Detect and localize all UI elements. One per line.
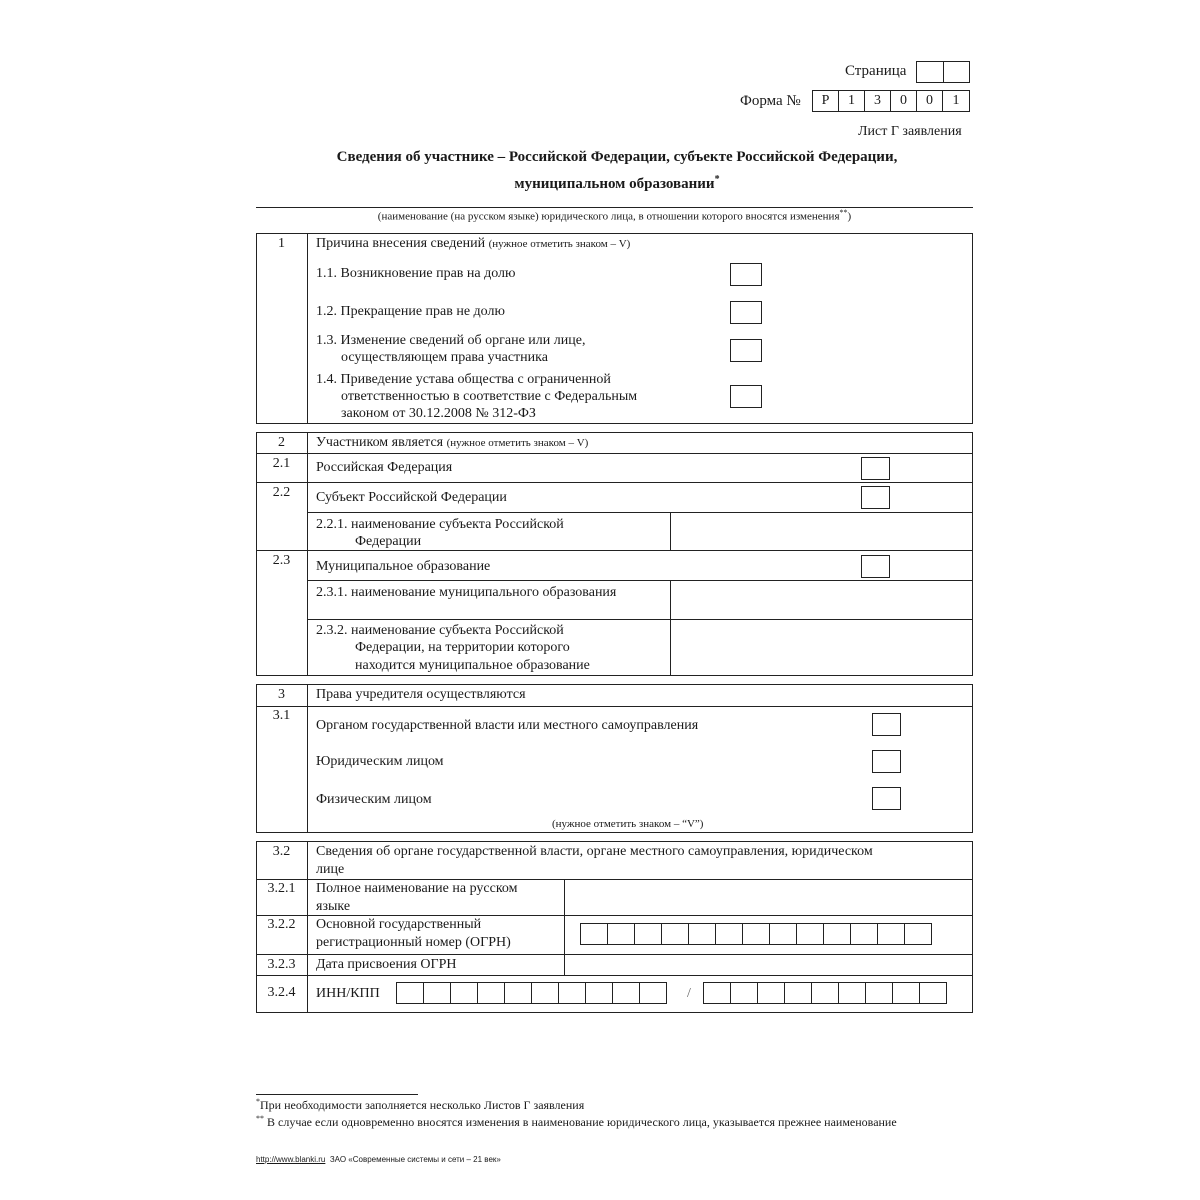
- reason-1-1-checkbox[interactable]: [730, 263, 762, 286]
- page-label: Страница: [845, 63, 907, 79]
- kpp-cell[interactable]: [730, 982, 758, 1004]
- form-number-cell: 1: [942, 90, 970, 112]
- reason-1-3-checkbox[interactable]: [730, 339, 762, 362]
- ogrn-cell[interactable]: [688, 923, 716, 945]
- option-authority-checkbox[interactable]: [872, 713, 901, 736]
- section-1-title-text: Причина внесения сведений: [316, 236, 486, 251]
- row-3-2-4-number: 3.2.4: [267, 985, 296, 1000]
- footer-company: ЗАО «Современные системы и сети – 21 век»: [329, 1155, 501, 1164]
- row-3-2-1-number: 3.2.1: [267, 881, 296, 896]
- form-number-cell: 1: [838, 90, 865, 112]
- reason-1-3-label-a: 1.3. Изменение сведений об органе или лице,: [316, 333, 586, 348]
- inn-cell[interactable]: [450, 982, 478, 1004]
- ogrn-cell[interactable]: [850, 923, 878, 945]
- kpp-input-cells[interactable]: [703, 982, 946, 1004]
- kpp-cell[interactable]: [784, 982, 812, 1004]
- row-2-1-checkbox[interactable]: [861, 457, 890, 480]
- option-legal-entity-label: Юридическим лицом: [316, 754, 444, 769]
- section-3-note: (нужное отметить знаком – “V”): [552, 818, 704, 830]
- page-title: [0, 147, 1200, 168]
- row-3-2-2-number: 3.2.2: [267, 917, 296, 932]
- ogrn-cell[interactable]: [607, 923, 635, 945]
- kpp-cell[interactable]: [757, 982, 785, 1004]
- section-2-hline: [256, 482, 973, 483]
- reason-1-2-checkbox[interactable]: [730, 301, 762, 324]
- reason-1-4-label-b: ответственностью в соответствие с Федеральным: [341, 389, 638, 404]
- kpp-cell[interactable]: [865, 982, 893, 1004]
- footnote-separator: [256, 1094, 418, 1095]
- row-3-2-2-label-b: регистрационный номер (ОГРН): [316, 935, 511, 950]
- section-3-hline: [256, 706, 973, 707]
- row-2-1-label: Российская Федерация: [316, 460, 453, 475]
- footnote-2-text: В случае если одновременно вносятся изменения в наименование юридического лица, указывается прежнее наименование: [267, 1115, 897, 1129]
- row-2-3-2-label-b: Федерации, на территории которого: [355, 640, 570, 655]
- reason-1-4-checkbox[interactable]: [730, 385, 762, 408]
- option-authority-label: Органом государственной власти или местного самоуправления: [316, 718, 699, 733]
- section-3-title: Права учредителя осуществляются: [316, 687, 526, 702]
- section-3-2-hline: [256, 915, 973, 916]
- section-1-title: [316, 236, 630, 252]
- caption-text: (наименование (на русском языке) юридического лица, в отношении которого вносятся изменения: [377, 210, 840, 223]
- ogrn-date-field[interactable]: [565, 955, 972, 975]
- row-3-2-3-label: Дата присвоения ОГРН: [316, 957, 457, 972]
- section-2-title-note: (нужное отметить знаком – V): [446, 437, 589, 449]
- section-2-hline: [256, 453, 973, 454]
- inn-cell[interactable]: [612, 982, 640, 1004]
- ogrn-cell[interactable]: [580, 923, 608, 945]
- section-2-number: 2: [278, 435, 285, 450]
- row-3-2-3-number: 3.2.3: [267, 957, 296, 972]
- section-3-2-divider: [307, 841, 308, 1013]
- row-3-2-1-label-a: Полное наименование на русском: [316, 881, 518, 896]
- kpp-cell[interactable]: [811, 982, 839, 1004]
- section-2-title-text: Участником является: [316, 435, 444, 450]
- ogrn-cell[interactable]: [661, 923, 689, 945]
- footer-link[interactable]: http://www.blanki.ru: [256, 1155, 326, 1164]
- kpp-cell[interactable]: [892, 982, 920, 1004]
- footnote-1: [256, 1097, 584, 1113]
- title-line-2: муниципальном образовании: [514, 176, 715, 192]
- kpp-cell[interactable]: [838, 982, 866, 1004]
- footnote-1-mark: *: [256, 1097, 260, 1106]
- ogrn-cell[interactable]: [769, 923, 797, 945]
- ogrn-cell[interactable]: [634, 923, 662, 945]
- row-3-2-title-a: Сведения об органе государственной власти, органе местного самоуправления, юридическом: [316, 844, 873, 859]
- caption-footnote-mark: **: [839, 208, 848, 217]
- footnote-1-text: При необходимости заполняется несколько Листов Г заявления: [260, 1098, 585, 1112]
- kpp-cell[interactable]: [919, 982, 947, 1004]
- reason-1-1-label: 1.1. Возникновение прав на долю: [316, 266, 516, 281]
- row-3-2-4-label: ИНН/КПП: [316, 986, 380, 1001]
- row-3-2-number: 3.2: [272, 844, 291, 859]
- ogrn-cell[interactable]: [823, 923, 851, 945]
- ogrn-cell[interactable]: [796, 923, 824, 945]
- inn-cell[interactable]: [639, 982, 667, 1004]
- ogrn-cell[interactable]: [904, 923, 932, 945]
- caption-close: ): [847, 210, 852, 223]
- row-2-3-1-label: 2.3.1. наименование муниципального образования: [316, 585, 617, 600]
- section-2-hline: [256, 550, 973, 551]
- row-2-2-1-label-a: 2.2.1. наименование субъекта Российской: [316, 517, 564, 532]
- row-2-3-2-label-a: 2.3.2. наименование субъекта Российской: [316, 623, 564, 638]
- row-3-2-1-label-b: языке: [316, 899, 351, 914]
- section-1-number: 1: [278, 236, 285, 251]
- footnote-2-mark: **: [256, 1114, 264, 1123]
- title-line-1: Сведения об участнике – Российской Федерации, субъекте Российской Федерации,: [336, 149, 898, 165]
- option-individual-checkbox[interactable]: [872, 787, 901, 810]
- row-2-2-number: 2.2: [272, 485, 291, 500]
- reason-1-4-label-a: 1.4. Приведение устава общества с ограниченной: [316, 372, 611, 387]
- reason-1-2-label: 1.2. Прекращение прав не долю: [316, 304, 505, 319]
- row-2-3-checkbox[interactable]: [861, 555, 890, 578]
- reason-1-4-label-c: законом от 30.12.2008 № 312-ФЗ: [341, 406, 536, 421]
- section-1-divider: [307, 233, 308, 424]
- inn-kpp-separator: /: [687, 986, 691, 1001]
- sheet-label: Лист Г заявления: [858, 124, 962, 139]
- subject-name-field[interactable]: [671, 513, 972, 550]
- section-2-divider: [307, 432, 308, 676]
- full-name-field[interactable]: [565, 880, 972, 915]
- inn-cell[interactable]: [504, 982, 532, 1004]
- row-3-1-number: 3.1: [272, 708, 291, 723]
- option-individual-label: Физическим лицом: [316, 792, 432, 807]
- inn-cell[interactable]: [423, 982, 451, 1004]
- inn-cell[interactable]: [558, 982, 586, 1004]
- page-number-cell-1[interactable]: [916, 61, 944, 83]
- row-2-3-number: 2.3: [272, 553, 291, 568]
- title-footnote-mark: *: [714, 174, 720, 185]
- kpp-cell[interactable]: [703, 982, 731, 1004]
- form-label: Форма №: [740, 93, 801, 109]
- row-3-2-title-b: лице: [316, 862, 345, 877]
- footnote-2: [256, 1114, 897, 1130]
- reason-1-3-label-b: осуществляющем права участника: [341, 350, 548, 365]
- ogrn-cell[interactable]: [715, 923, 743, 945]
- row-2-3-label: Муниципальное образование: [316, 559, 491, 574]
- form-number-cell: Р: [812, 90, 839, 112]
- section-1-title-note: (нужное отметить знаком – V): [488, 238, 631, 250]
- form-number-cell: 0: [890, 90, 917, 112]
- section-3-number: 3: [278, 687, 285, 702]
- form-number-cell: 3: [864, 90, 891, 112]
- row-2-2-checkbox[interactable]: [861, 486, 890, 509]
- form-number-cell: 0: [916, 90, 943, 112]
- legal-entity-caption: [256, 208, 973, 223]
- inn-input-cells[interactable]: [396, 982, 666, 1004]
- inn-cell[interactable]: [477, 982, 505, 1004]
- page-title-2: [0, 169, 1200, 195]
- section-2-title: [316, 435, 588, 451]
- inn-cell[interactable]: [585, 982, 613, 1004]
- page-footer: [256, 1155, 501, 1164]
- option-legal-entity-checkbox[interactable]: [872, 750, 901, 773]
- row-2-1-number: 2.1: [272, 456, 291, 471]
- row-2-3-2-label-c: находится муниципальное образование: [355, 658, 590, 673]
- municipality-name-field[interactable]: [671, 581, 972, 619]
- section-3-2-hline: [256, 975, 973, 976]
- inn-cell[interactable]: [531, 982, 559, 1004]
- inn-cell[interactable]: [396, 982, 424, 1004]
- row-2-2-label: Субъект Российской Федерации: [316, 490, 507, 505]
- row-3-2-2-label-a: Основной государственный: [316, 917, 482, 932]
- row-2-2-1-label-b: Федерации: [355, 534, 422, 549]
- ogrn-cell[interactable]: [877, 923, 905, 945]
- municipality-subject-field[interactable]: [671, 620, 972, 675]
- ogrn-input-cells[interactable]: [580, 923, 931, 945]
- page-number-cell-2[interactable]: [943, 61, 970, 83]
- ogrn-cell[interactable]: [742, 923, 770, 945]
